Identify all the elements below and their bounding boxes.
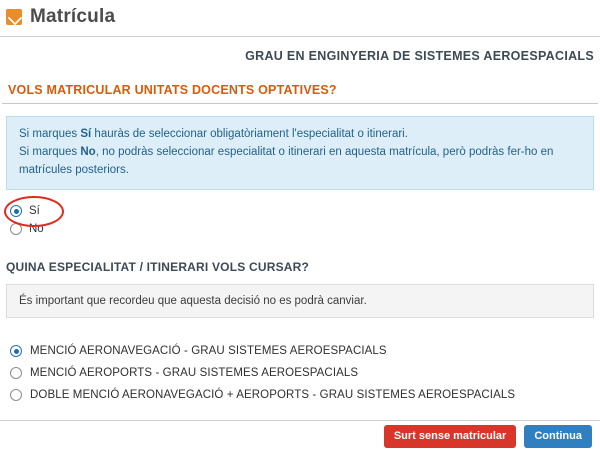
speciality-note: És important que recordeu que aquesta decisió no es podrà canviar. [6,284,594,318]
speciality-option-2-label: MENCIÓ AEROPORTS - GRAU SISTEMES AEROESPACIALS [30,367,359,380]
radio-yes-label: Sí [29,205,40,218]
speciality-option-aeronavegacio[interactable] [0,340,600,362]
radio-yes-indicator[interactable] [10,205,22,217]
info-line-1-emphasis: Sí [80,128,92,140]
radio-option-no[interactable] [0,220,600,238]
speciality-option-3-label: DOBLE MENCIÓ AERONAVEGACIÓ + AEROPORTS - GRAU SISTEMES AEROESPACIALS [30,389,516,402]
footer-bar [0,420,600,452]
info-line-2-suffix: , no podràs seleccionar especialitat o itinerari en aquesta matrícula, però podràs fer-ho en matrícules posteriors. [19,145,554,176]
speciality-option-3-indicator[interactable] [10,389,22,401]
speciality-question-title: QUINA ESPECIALITAT / ITINERARI VOLS CURSAR? [6,260,310,275]
speciality-option-doble-mencio[interactable] [0,384,600,406]
radio-no-label: No [29,223,44,236]
info-line-2-prefix: Si marques [19,145,81,158]
speciality-option-1-indicator[interactable] [10,345,22,357]
optional-units-radio-group[interactable] [0,202,600,238]
page-header [0,0,600,37]
speciality-option-2-indicator[interactable] [10,367,22,379]
radio-no-indicator[interactable] [10,223,22,235]
continue-button[interactable]: Continua [524,425,592,447]
info-line-1-prefix: Si marques [19,128,81,140]
info-line-1-suffix: hauràs de seleccionar obligatòriament l'especialitat o itinerari. [91,128,408,140]
speciality-radio-group[interactable] [0,340,600,406]
info-box [6,116,594,190]
speciality-option-1-label: MENCIÓ AERONAVEGACIÓ - GRAU SISTEMES AEROESPACIALS [30,345,387,358]
page-title: Matrícula [30,6,116,27]
pencil-form-icon [6,9,22,25]
section-title: VOLS MATRICULAR UNITATS DOCENTS OPTATIVES? [2,77,598,104]
info-line-1 [19,126,581,144]
degree-name: GRAU EN ENGINYERIA DE SISTEMES AEROESPACIALS [245,49,594,63]
info-line-2 [19,144,581,180]
degree-row [0,37,600,73]
info-line-2-emphasis: No [80,145,96,158]
radio-option-yes[interactable] [0,202,600,220]
speciality-option-aeroports[interactable] [0,362,600,384]
exit-without-enrolling-button[interactable]: Surt sense matricular [384,425,517,447]
